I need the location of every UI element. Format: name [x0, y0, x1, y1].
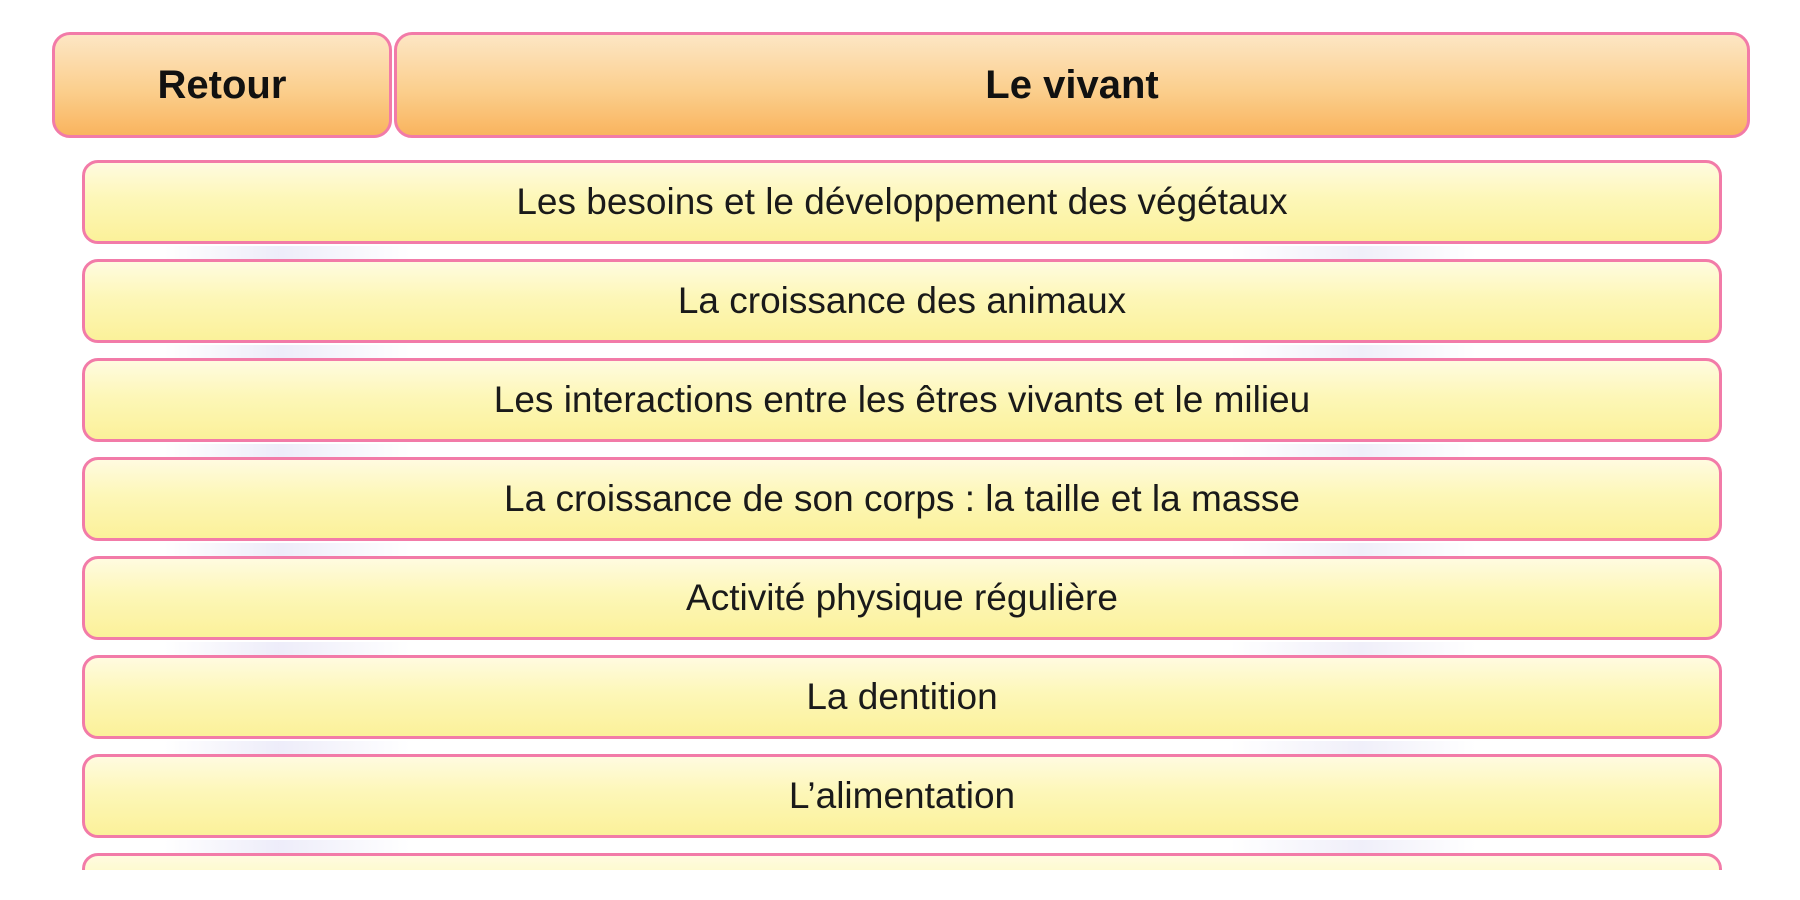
list-divider	[82, 642, 1722, 656]
list-item-label: La croissance de son corps : la taille et la masse	[504, 478, 1300, 519]
list-divider	[82, 246, 1722, 260]
list-item-dentition[interactable]	[82, 655, 1722, 739]
list-item-activite-physique[interactable]	[82, 556, 1722, 640]
list-item-label: La dentition	[806, 676, 998, 717]
list-item-label: Les interactions entre les êtres vivants et le milieu	[493, 379, 1311, 420]
list-item-label: Activité physique régulière	[686, 577, 1118, 618]
topic-list[interactable]	[82, 160, 1722, 870]
page-title	[394, 32, 1750, 138]
list-divider	[82, 741, 1722, 755]
list-item-partial[interactable]	[82, 853, 1722, 870]
list-item-alimentation[interactable]	[82, 754, 1722, 838]
list-divider	[82, 840, 1722, 854]
list-divider	[82, 543, 1722, 557]
back-button-label: Retour	[157, 62, 287, 107]
list-item-croissance-corps[interactable]	[82, 457, 1722, 541]
list-item-croissance-animaux[interactable]	[82, 259, 1722, 343]
page-title-label: Le vivant	[985, 62, 1159, 107]
list-item-label: Les besoins et le développement des végétaux	[516, 181, 1288, 222]
list-item-label: L’alimentation	[788, 775, 1016, 816]
list-divider	[82, 345, 1722, 359]
list-item-label: La croissance des animaux	[677, 280, 1127, 321]
list-divider	[82, 444, 1722, 458]
list-item-vegetaux[interactable]	[82, 160, 1722, 244]
back-button[interactable]	[52, 32, 392, 138]
list-item-interactions[interactable]	[82, 358, 1722, 442]
